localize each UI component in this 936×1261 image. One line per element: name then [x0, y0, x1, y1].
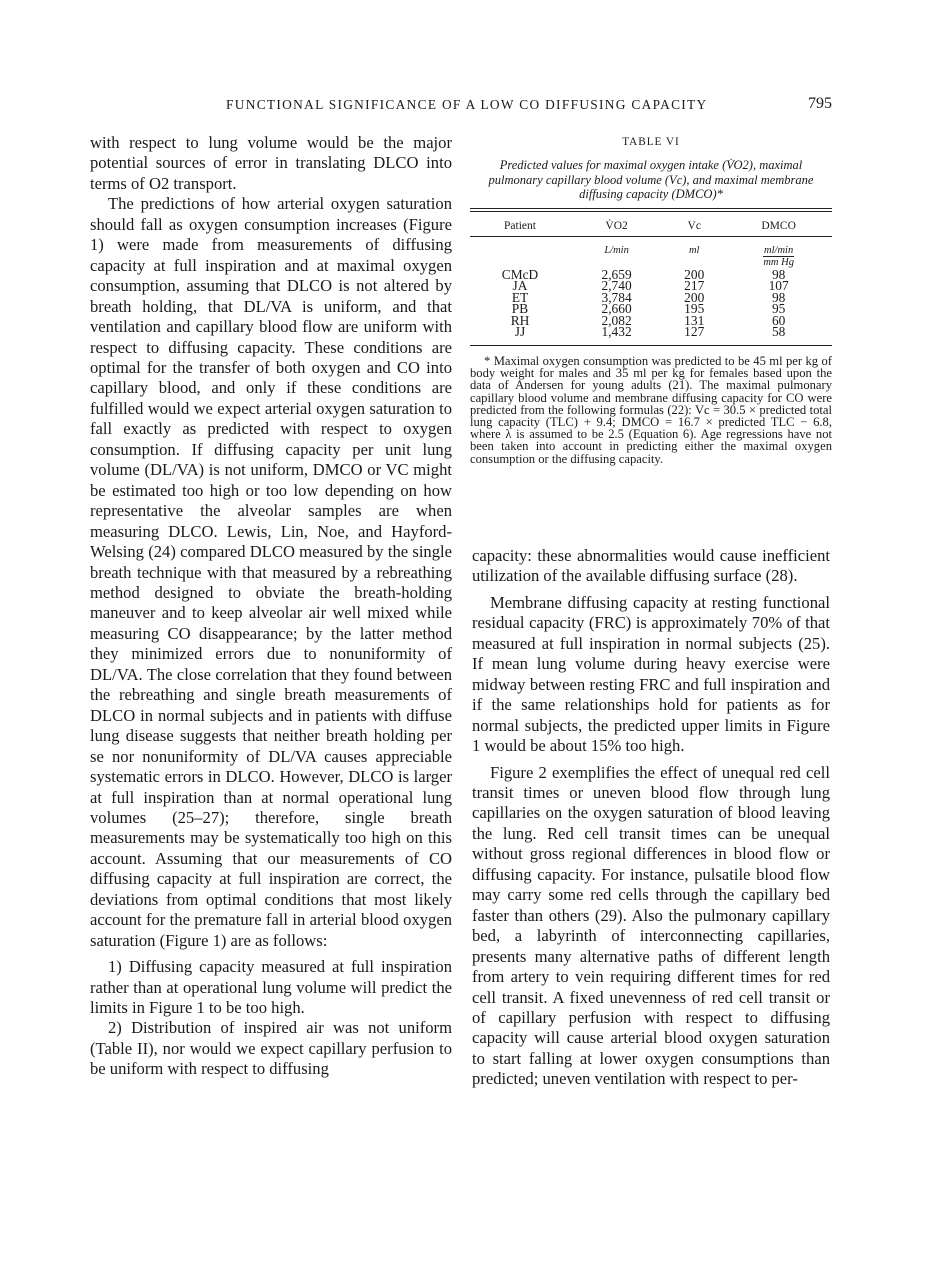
running-title: FUNCTIONAL SIGNIFICANCE OF A LOW CO DIFFUSING CAPACITY: [226, 97, 708, 112]
table-footnote: * Maximal oxygen consumption was predicted to be 45 ml per kg of body weight for males and 35 ml per kg for females based upon the data of Andersen for young adults (21). The maximal pulmonary capillary blood volume and membrane diffusing capacity for CO were predicted from the following formulas (22): Vc = 30.5 × predicted total lung capacity (TLC) + 9.4; DMCO = 16.7 × predicted TLC − 6.8, where λ is assumed to be 2.5 (Equation 6). Age regressions have not been taken into account in predicting either the maximal oxygen consumption or the diffusing capacity.: [470, 354, 832, 466]
right-paragraph-1: capacity: these abnormalities would cause inefficient utilization of the available diffusing surface (28).: [472, 546, 830, 586]
cell-vo2: 2,082: [601, 312, 632, 328]
cell-vc: 127: [684, 324, 705, 340]
left-paragraph-2: The predictions of how arterial oxygen saturation should fall as oxygen consumption increases (Figure 1) were made from measurements of diffusing capacity at full inspiration and at maximal oxygen consumption, assuming that DLCO is not altered by breath holding, that DL/VA is uniform, and that ventilation and capillary blood flow are uniform with respect to diffusing capacity. These conditions are optimal for the transfer of both oxygen and CO into capillary blood, and only if these conditions are fulfilled would we expect arterial oxygen saturation to fall exactly as predicted with respect to oxygen consumption. If diffusing capacity per unit lung volume (DL/VA) is not uniform, DMCO or VC might be estimated too high or too low depending on how representative the alveolar samples are when measuring DLCO. Lewis, Lin, Noe, and Hayford-Welsing (24) compared DLCO measured by the single breath technique with that measured by a rebreathing method designed to obviate the breath-holding maneuver and to keep alveolar air well mixed while measuring CO disappearance; by the latter method they minimized errors due to nonuniformity of DL/VA. The close correlation that they found between the rebreathing and single breath measurements of DLCO in normal subjects and in patients with diffuse lung disease suggests that neither breath holding per se nor nonuniformity of DL/VA causes appreciable systematic errors in DLCO. However, DLCO is larger at full inspiration than at normal operational lung volumes (25–27); therefore, single breath measurements may be systematically too high on this account. Assuming that our measurements of CO diffusing capacity at full inspiration are correct, the deviations from optimal conditions that most likely account for the premature fall in arterial blood oxygen saturation (Figure 1) are as follows:: [90, 194, 452, 950]
table-label: TABLE VI: [622, 136, 680, 148]
header-vc: Vc: [687, 219, 701, 232]
units-row: [470, 237, 832, 257]
cell-patient: JA: [512, 278, 528, 294]
cell-patient: PB: [511, 301, 529, 317]
cell-vc: 217: [684, 278, 705, 294]
left-paragraph-4: 2) Distribution of inspired air was not uniform (Table II), nor would we expect capillary perfusion to be uniform with respect to diffusing: [90, 1018, 452, 1079]
table-row: [470, 326, 832, 338]
right-paragraph-3: Figure 2 exemplifies the effect of unequal red cell transit times or uneven blood flow through lung capillaries on the oxygen saturation of blood leaving the lung. Red cell transit times can be unequal without gross regional differences in blood flow or diffusing capacity. For instance, pulsatile blood flow may carry some red cells through the capillary bed faster than others (29). Also the pulmonary capillary bed, a labyrinth of interconnecting capillaries, presents many alternative paths of different length from artery to vein requiring different times for red cell transit. A fixed unevenness of red cell transit or of capillary perfusion with respect to diffusing capacity will cause arterial blood oxygen saturation to start falling at lower oxygen consumptions than predicted; uneven ventilation with respect to per-: [472, 762, 830, 1089]
cell-vo2: 2,659: [601, 266, 632, 282]
left-paragraph-1: with respect to lung volume would be the major potential sources of error in translating DLCO into terms of O2 transport.: [90, 133, 452, 193]
table-header-row: [470, 212, 832, 236]
header-vo2: V̇O2: [605, 219, 628, 232]
cell-dmco: 98: [771, 266, 786, 282]
unit-dmco-denominator: mm Hg: [763, 256, 794, 268]
right-paragraph-2: Membrane diffusing capacity at resting functional residual capacity (FRC) is approximately 70% of that measured at full inspiration in normal subjects (25). If mean lung volume during heavy exercise were midway between resting FRC and full inspiration and if the same relationships hold for patients as for normal subjects, the predicted upper limits in Figure 1 would be about 15% too high.: [472, 592, 830, 756]
cell-dmco: 58: [771, 324, 786, 340]
running-head: [0, 97, 936, 119]
cell-patient: RH: [510, 312, 530, 328]
unit-patient: [470, 237, 570, 257]
unit-dmco: ml/min: [764, 244, 794, 256]
cell-vo2: 2,660: [601, 301, 632, 317]
cell-vc: 200: [684, 289, 705, 305]
left-paragraph-3: 1) Diffusing capacity measured at full inspiration rather than at operational lung volume will predict the limits in Figure 1 to be too high.: [90, 957, 452, 1018]
data-table: [470, 212, 832, 339]
cell-dmco: 107: [768, 278, 789, 294]
right-column: [472, 546, 830, 1090]
table-vi: [470, 136, 832, 465]
cell-dmco: 95: [771, 301, 786, 317]
cell-dmco: 98: [771, 289, 786, 305]
unit-vc: ml: [688, 244, 700, 256]
cell-vc: 195: [684, 301, 705, 317]
cell-patient: ET: [511, 289, 529, 305]
cell-vo2: 1,432: [601, 324, 632, 340]
unit-vo2: L/min: [604, 244, 629, 256]
cell-patient: CMcD: [501, 266, 539, 282]
page-number: 795: [808, 95, 832, 112]
cell-patient: JJ: [514, 324, 526, 340]
cell-vo2: 3,784: [601, 289, 632, 305]
cell-vc: 200: [684, 266, 705, 282]
table-bottom-rule: [470, 345, 832, 346]
cell-dmco: 60: [771, 312, 786, 328]
header-patient: Patient: [504, 219, 536, 232]
header-dmco: DMCO: [761, 219, 796, 232]
cell-vc: 131: [684, 312, 705, 328]
cell-vo2: 2,740: [601, 278, 632, 294]
table-caption: Predicted values for maximal oxygen intake (V̇O2), maximal pulmonary capillary blood volume (Vc), and maximal membrane diffusing capacity (DMCO)*: [488, 158, 814, 201]
left-column: [90, 133, 452, 1080]
